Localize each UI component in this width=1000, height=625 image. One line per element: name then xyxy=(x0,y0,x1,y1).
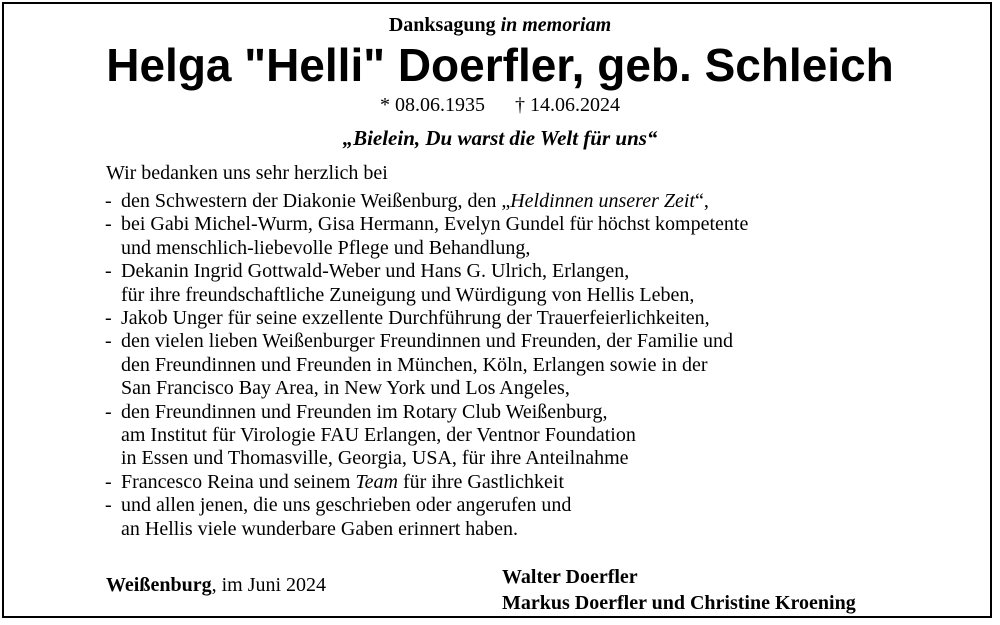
list-item xyxy=(105,330,748,400)
list-line: Dekanin Ingrid Gottwald-Weber und Hans G. Ulrich, Erlangen, xyxy=(121,260,630,283)
heading-kicker xyxy=(0,14,1000,37)
list-line: und menschlich-liebevolle Pflege und Behandlung, xyxy=(121,236,531,259)
bullet-dash: - xyxy=(105,470,112,493)
list-item xyxy=(105,401,748,471)
list-item xyxy=(105,471,748,494)
italic-phrase: Heldinnen unserer Zeit xyxy=(510,190,695,212)
kicker-in-memoriam: in memoriam xyxy=(500,14,612,36)
birth-date: * 08.06.1935 xyxy=(380,94,485,116)
life-dates xyxy=(0,94,1000,117)
list-line: Jakob Unger für seine exzellente Durchführung der Trauerfeierlichkeiten, xyxy=(121,307,710,330)
list-line: den Freundinnen und Freunden in München, Köln, Erlangen sowie in der xyxy=(121,353,708,376)
bullet-dash: - xyxy=(105,213,112,236)
list-line: für ihre freundschaftliche Zuneigung und Würdigung von Hellis Leben, xyxy=(121,283,695,306)
list-line: in Essen und Thomasville, Georgia, USA, für ihre Anteilnahme xyxy=(121,447,629,470)
death-date: † 14.06.2024 xyxy=(515,94,620,116)
bullet-dash: - xyxy=(105,260,112,283)
list-item xyxy=(105,190,748,213)
signers xyxy=(502,564,856,616)
list-line: Francesco Reina und seinem Team für ihre Gastlichkeit xyxy=(121,470,565,493)
signer-walter: Walter Doerfler xyxy=(502,566,638,588)
thanks-list xyxy=(105,190,748,541)
place-name: Weißenburg xyxy=(106,574,212,596)
deceased-name: Helga "Helli" Doerfler, geb. Schleich xyxy=(106,39,894,91)
place-date xyxy=(106,574,326,597)
bullet-dash: - xyxy=(105,330,112,353)
list-item xyxy=(105,307,748,330)
list-item xyxy=(105,260,748,307)
list-line: den vielen lieben Weißenburger Freundinnen und Freunden, der Familie und xyxy=(121,330,733,353)
list-line: und allen jenen, die uns geschrieben oder angerufen und xyxy=(121,494,572,517)
bullet-dash: - xyxy=(105,190,112,212)
bullet-dash: - xyxy=(105,400,112,423)
signer-markus-christine: Markus Doerfler und Christine Kroening xyxy=(502,592,856,614)
memorial-quote: „Bielein, Du warst die Welt für uns“ xyxy=(342,126,658,150)
list-line: bei Gabi Michel-Wurm, Gisa Hermann, Evelyn Gundel für höchst kompetente xyxy=(121,213,749,236)
bullet-dash: - xyxy=(105,307,112,330)
list-line: am Institut für Virologie FAU Erlangen, der Ventnor Foundation xyxy=(121,424,636,447)
list-line: den Freundinnen und Freunden im Rotary Club Weißenburg, xyxy=(121,400,608,423)
intro-text: Wir bedanken uns sehr herzlich bei xyxy=(106,162,388,184)
list-item xyxy=(105,213,748,260)
list-line: an Hellis viele wunderbare Gaben erinnert haben. xyxy=(121,517,519,540)
list-line: San Francisco Bay Area, in New York und Los Angeles, xyxy=(121,377,570,400)
list-item xyxy=(105,494,748,541)
bullet-dash: - xyxy=(105,494,112,517)
date-text: , im Juni 2024 xyxy=(211,574,327,596)
list-line: den Schwestern der Diakonie Weißenburg, den „Heldinnen unserer Zeit“, xyxy=(121,190,709,212)
kicker-danksagung: Danksagung xyxy=(388,14,496,36)
italic-phrase: Team xyxy=(355,470,398,493)
